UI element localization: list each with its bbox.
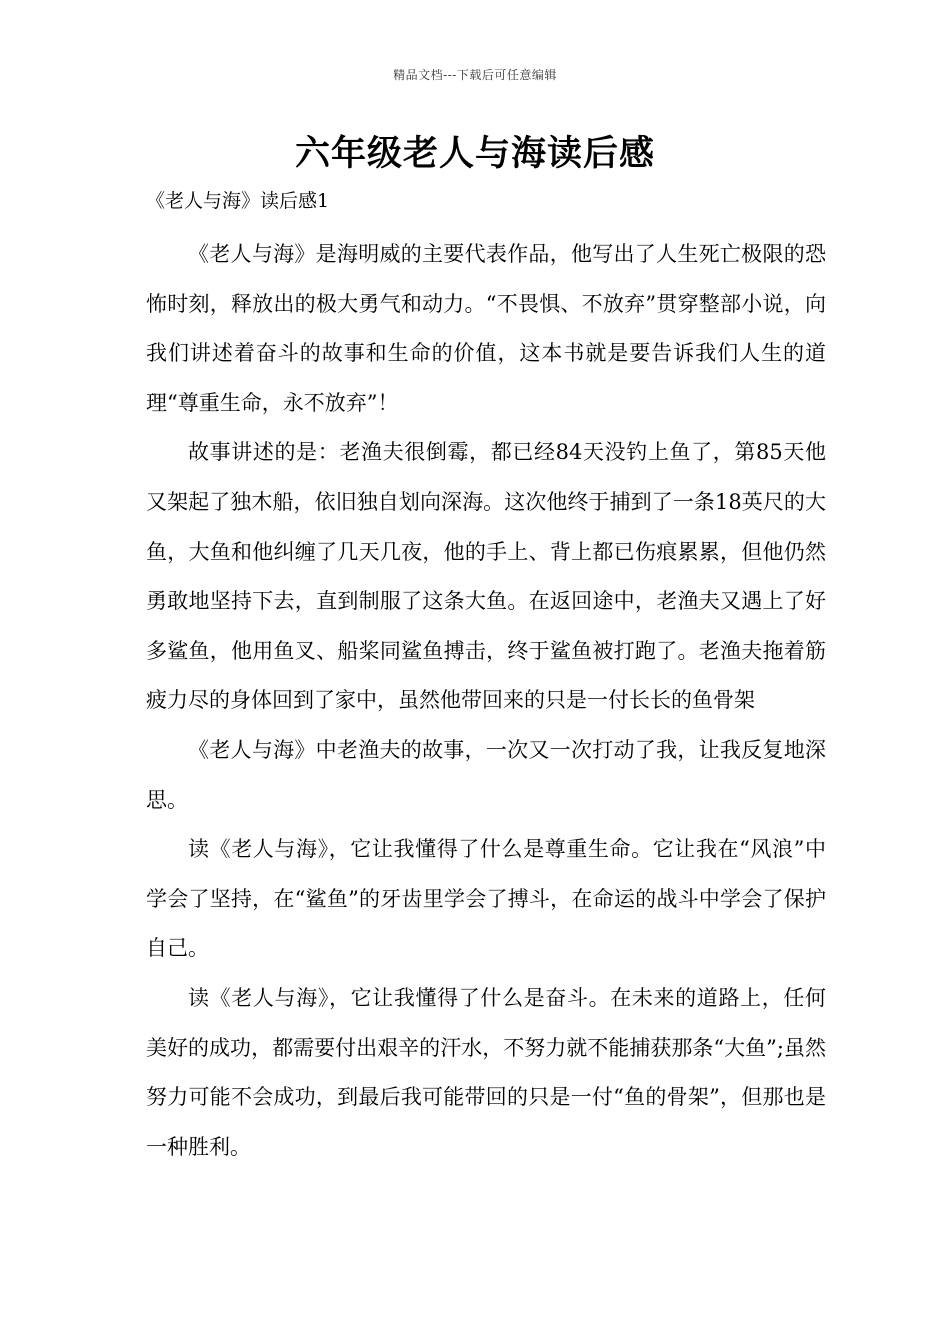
paragraph: 《老人与海》中老渔夫的故事，一次又一次打动了我，让我反复地深思。 xyxy=(146,737,826,812)
essay-subtitle: 《老人与海》读后感1 xyxy=(146,190,330,212)
paragraph: 《老人与海》是海明威的主要代表作品，他写出了人生死亡极限的恐怖时刻，释放出的极大勇气和动力。“不畏惧、不放弃”贯穿整部小说，向我们讲述着奋斗的故事和生命的价值，这本书就是要告诉我们人生的道理“尊重生命，永不放弃”！ xyxy=(146,242,826,415)
paragraph: 故事讲述的是：老渔夫很倒霉，都已经84天没钓上鱼了，第85天他又架起了独木船，依旧独自划向深海。这次他终于捕到了一条18英尺的大鱼，大鱼和他纠缠了几天几夜，他的手上、背上都已伤痕累累，但他仍然勇敢地坚持下去，直到制服了这条大鱼。在返回途中，老渔夫又遇上了好多鲨鱼，他用鱼叉、船桨同鲨鱼搏击，终于鲨鱼被打跑了。老渔夫拖着筋疲力尽的身体回到了家中，虽然他带回来的只是一付长长的鱼骨架 xyxy=(146,440,826,713)
document-title: 六年级老人与海读后感 xyxy=(294,134,655,174)
essay-body xyxy=(146,230,826,1172)
header-note: 精品文档---下载后可任意编辑 xyxy=(393,68,557,82)
paragraph: 读《老人与海》，它让我懂得了什么是奋斗。在未来的道路上，任何美好的成功，都需要付出艰辛的汗水，不努力就不能捕获那条“大鱼”;虽然努力可能不会成功，到最后我可能带回的只是一付“鱼的骨架”，但那也是一种胜利。 xyxy=(146,985,826,1159)
paragraph: 读《老人与海》，它让我懂得了什么是尊重生命。它让我在“风浪”中学会了坚持，在“鲨鱼”的牙齿里学会了搏斗，在命运的战斗中学会了保护自己。 xyxy=(146,837,826,961)
